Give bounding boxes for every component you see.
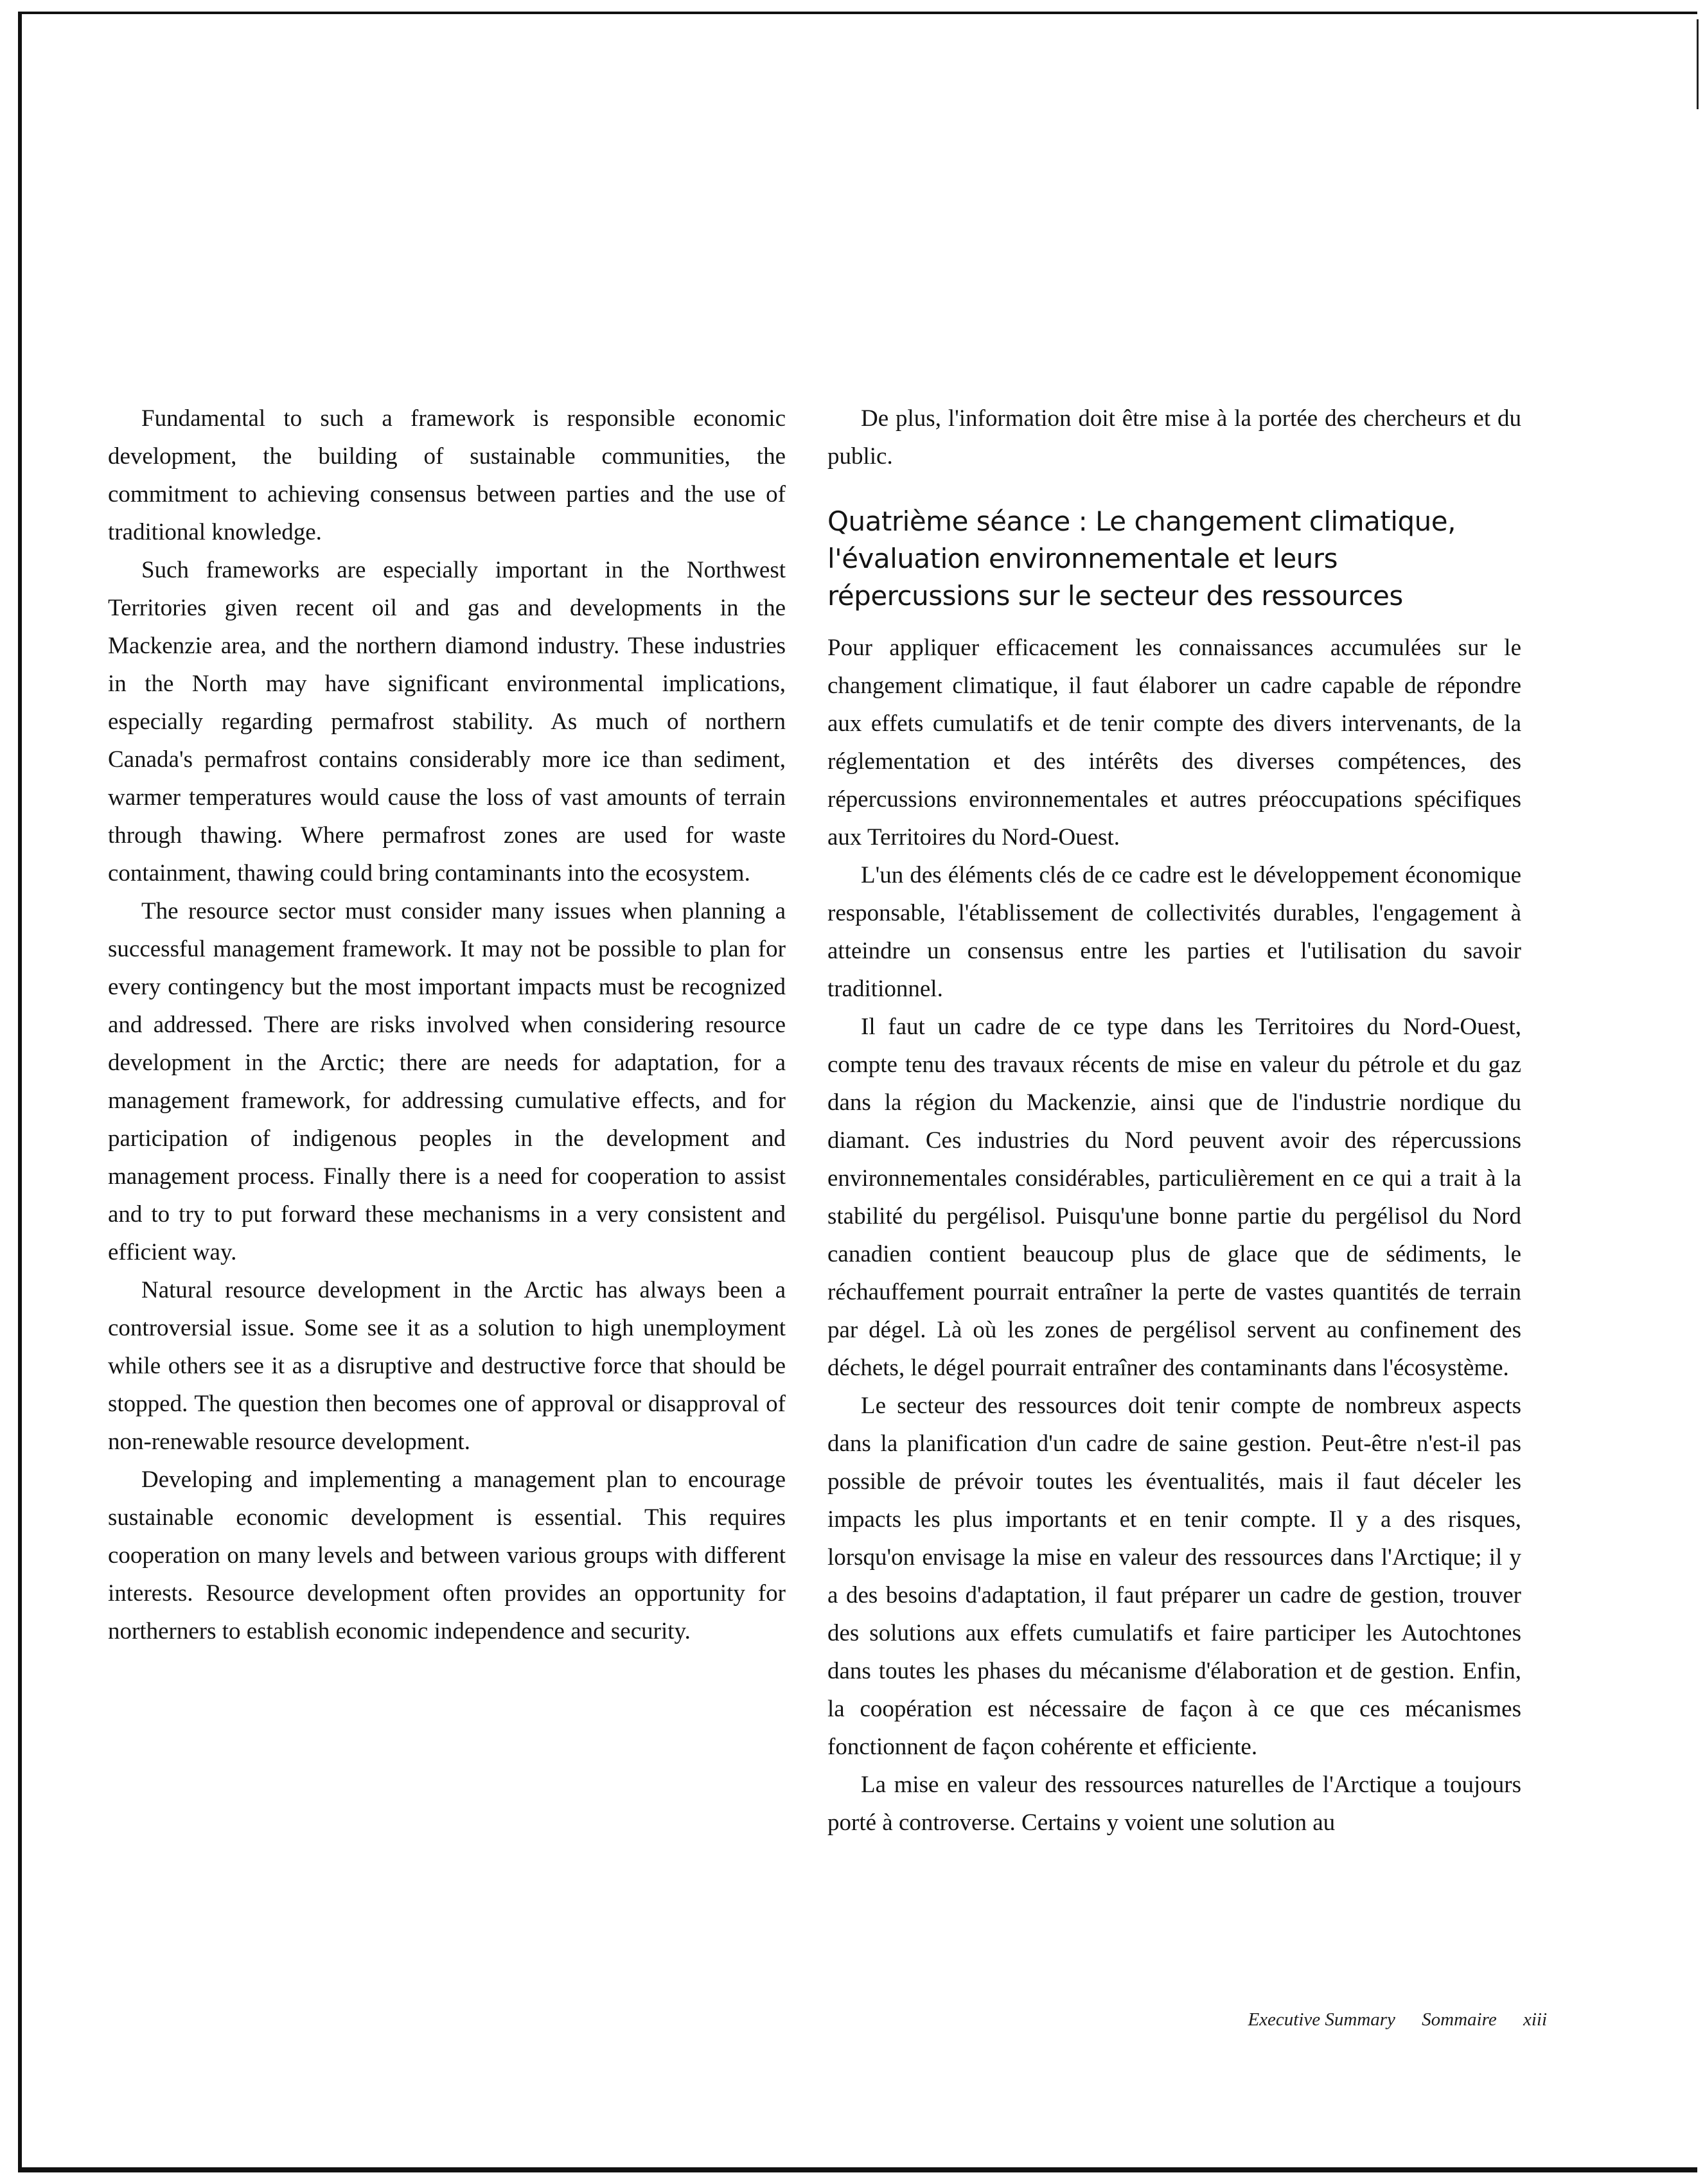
page-border-right <box>1697 19 1699 109</box>
paragraph: Such frameworks are especially important in the Northwest Territories given recent oil and gas and developments in the Mackenzie area, and the northern diamond industry. These industries in the North may have significant environmental implications, especially regarding permafrost stability. As much of northern Canada's permafrost contains considerably more ice than sediment, warmer temperatures would cause the loss of vast amounts of terrain through thawing. Where permafrost zones are used for waste containment, thawing could bring contaminants into the ecosystem. <box>108 557 786 886</box>
footer-label-fr: Sommaire <box>1422 2009 1497 2030</box>
paragraph: Fundamental to such a framework is responsible economic development, the building of sustainable communities, the commitment to achieving consensus between parties and the use of traditional knowledge. <box>108 405 786 545</box>
section-heading: Quatrième séance : Le changement climatique, l'évaluation environnementale et leurs répercussions sur le secteur des ressources <box>827 506 1456 612</box>
paragraph: The resource sector must consider many issues when planning a successful management framework. It may not be possible to plan for every contingency but the most important impacts must be recognized and addressed. There are risks involved when considering resource development in the Arctic; there are needs for adaptation, for a management framework, for addressing cumulative effects, and for participation of indigenous peoples in the development and management process. Finally there is a need for cooperation to assist and to try to put forward these mechanisms in a very consistent and efficient way. <box>108 898 786 1265</box>
footer-label-en: Executive Summary <box>1248 2009 1395 2030</box>
left-column <box>108 400 786 1650</box>
page-footer <box>1248 2009 1547 2030</box>
page-number: xiii <box>1523 2009 1547 2030</box>
intro-paragraph: De plus, l'information doit être mise à la portée des chercheurs et du public. <box>827 405 1521 470</box>
paragraph: Il faut un cadre de ce type dans les Territoires du Nord-Ouest, compte tenu des travaux récents de mise en valeur du pétrole et du gaz dans la région du Mackenzie, ainsi que de l'industrie nordique du diamant. Ces industries du Nord peuvent avoir des répercussions environnementales considérables, particulièrement en ce qui a trait à la stabilité du pergélisol. Puisqu'une bonne partie du pergélisol du Nord canadien contient beaucoup plus de glace que de sédiments, le réchauffement pourrait entraîner la perte de vastes quantités de terrain par dégel. Là où les zones de pergélisol servent au confinement des déchets, le dégel pourrait entraîner des contaminants dans l'écosystème. <box>827 1014 1521 1381</box>
paragraph: Natural resource development in the Arctic has always been a controversial issue. Some see it as a solution to high unemployment while others see it as a disruptive and destructive force that should be stopped. The question then becomes one of approval or disapproval of non-renewable resource development. <box>108 1277 786 1455</box>
paragraph: Pour appliquer efficacement les connaissances accumulées sur le changement climatique, il faut élaborer un cadre capable de répondre aux effets cumulatifs et de tenir compte des divers intervenants, de la réglementation et des intérêts des diverses compétences, des répercussions environnementales et autres préoccupations spécifiques aux Territoires du Nord-Ouest. <box>827 635 1521 850</box>
paragraph: L'un des éléments clés de ce cadre est le développement économique responsable, l'établissement de collectivités durables, l'engagement à atteindre un consensus entre les parties et l'utilisation du savoir traditionnel. <box>827 862 1521 1002</box>
paragraph: Developing and implementing a management plan to encourage sustainable economic development is essential. This requires cooperation on many levels and between various groups with different interests. Resource development often provides an opportunity for northerners to establish economic independence and security. <box>108 1466 786 1644</box>
right-column <box>827 400 1521 1842</box>
paragraph: Le secteur des ressources doit tenir compte de nombreux aspects dans la planification d'un cadre de saine gestion. Peut-être n'est-il pas possible de prévoir toutes les éventualités, mais il faut déceler les impacts les plus importants et en tenir compte. Il y a des risques, lorsqu'on envisage la mise en valeur des ressources dans l'Arctique; il y a des besoins d'adaptation, il faut préparer un cadre de gestion, trouver des solutions aux effets cumulatifs et faire participer les Autochtones dans toutes les phases du mécanisme d'élaboration et de gestion. Enfin, la coopération est nécessaire de façon à ce que ces mécanismes fonctionnent de façon cohérente et efficiente. <box>827 1393 1521 1760</box>
paragraph: La mise en valeur des ressources naturelles de l'Arctique a toujours porté à controverse. Certains y voient une solution au <box>827 1772 1521 1836</box>
